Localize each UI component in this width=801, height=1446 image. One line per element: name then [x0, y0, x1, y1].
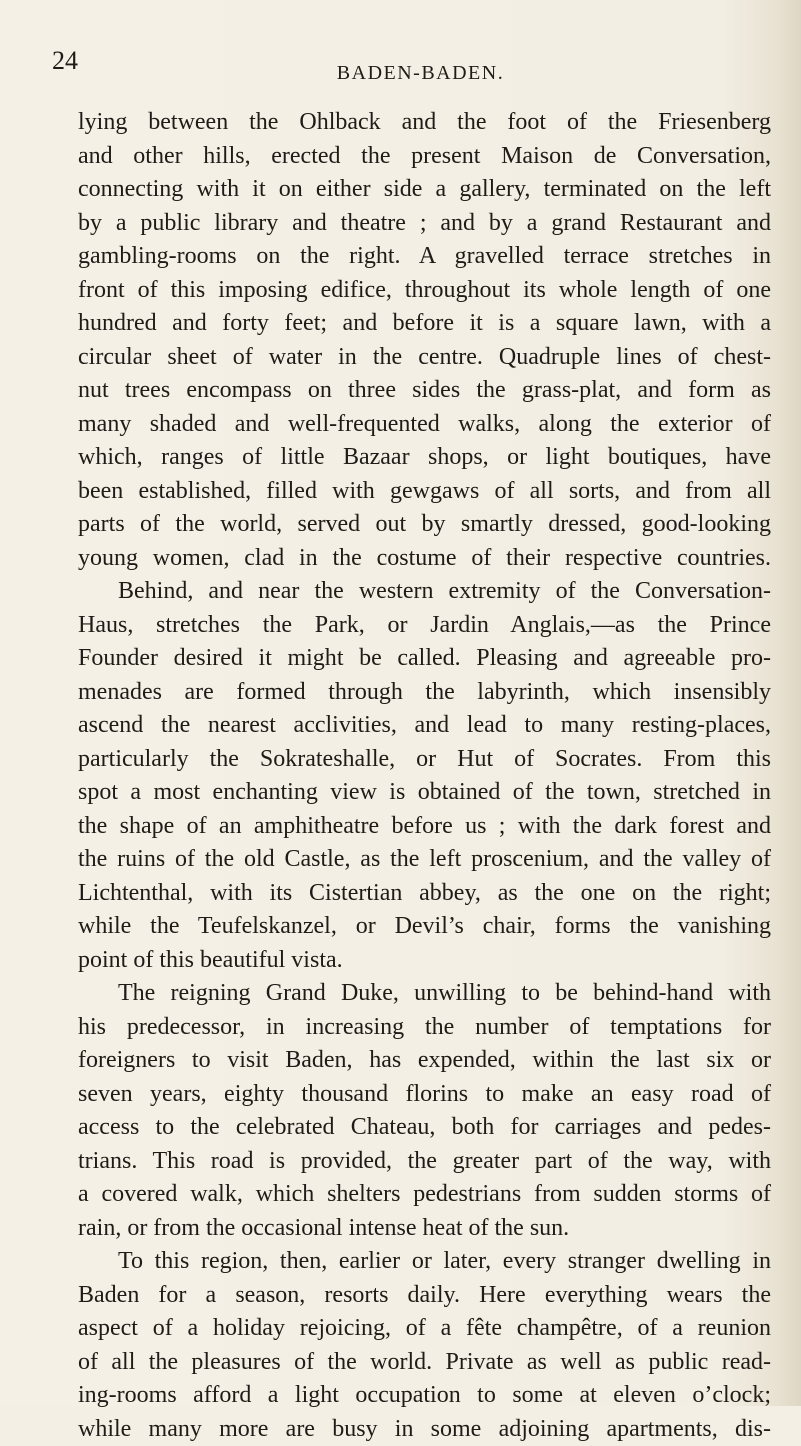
text-line: seven years, eighty thousand florins to make an easy road of: [78, 1078, 771, 1112]
text-line: rain, or from the occasional intense heat of the sun.: [78, 1212, 771, 1246]
text-line: foreigners to visit Baden, has expended, within the last six or: [78, 1044, 771, 1078]
text-line: while the Teufelskanzel, or Devil’s chair, forms the vanishing: [78, 910, 771, 944]
text-line: trians. This road is provided, the greater part of the way, with: [78, 1145, 771, 1179]
text-line: lying between the Ohlback and the foot of the Friesenberg: [78, 106, 771, 140]
text-line: ing-rooms afford a light occupation to some at eleven o’clock;: [78, 1379, 771, 1413]
text-line: of all the pleasures of the world. Private as well as public read-: [78, 1346, 771, 1380]
text-line: point of this beautiful vista.: [78, 944, 771, 978]
text-line: particularly the Sokrateshalle, or Hut of Socrates. From this: [78, 743, 771, 777]
text-line: front of this imposing edifice, throughout its whole length of one: [78, 274, 771, 308]
text-line: menades are formed through the labyrinth, which insensibly: [78, 676, 771, 710]
text-line: parts of the world, served out by smartly dressed, good-looking: [78, 508, 771, 542]
text-line: and other hills, erected the present Maison de Conversation,: [78, 140, 771, 174]
text-line: his predecessor, in increasing the number of temptations for: [78, 1011, 771, 1045]
text-line: ascend the nearest acclivities, and lead to many resting-places,: [78, 709, 771, 743]
text-line: the ruins of the old Castle, as the left proscenium, and the valley of: [78, 843, 771, 877]
text-line: by a public library and theatre ; and by a grand Restaurant and: [78, 207, 771, 241]
text-line: access to the celebrated Chateau, both for carriages and pedes-: [78, 1111, 771, 1145]
text-line: The reigning Grand Duke, unwilling to be behind-hand with: [78, 977, 771, 1011]
text-line: gambling-rooms on the right. A gravelled terrace stretches in: [78, 240, 771, 274]
text-line: To this region, then, earlier or later, every stranger dwelling in: [78, 1245, 771, 1279]
text-line: been established, filled with gewgaws of all sorts, and from all: [78, 475, 771, 509]
text-line: connecting with it on either side a gallery, terminated on the left: [78, 173, 771, 207]
text-line: nut trees encompass on three sides the grass-plat, and form as: [78, 374, 771, 408]
text-line: Behind, and near the western extremity of the Conversation-: [78, 575, 771, 609]
text-line: aspect of a holiday rejoicing, of a fête champêtre, of a reunion: [78, 1312, 771, 1346]
text-line: Haus, stretches the Park, or Jardin Anglais,—as the Prince: [78, 609, 771, 643]
text-line: spot a most enchanting view is obtained of the town, stretched in: [78, 776, 771, 810]
text-line: a covered walk, which shelters pedestrians from sudden storms of: [78, 1178, 771, 1212]
text-line: circular sheet of water in the centre. Quadruple lines of chest-: [78, 341, 771, 375]
text-line: Baden for a season, resorts daily. Here everything wears the: [78, 1279, 771, 1313]
text-line: which, ranges of little Bazaar shops, or light boutiques, have: [78, 441, 771, 475]
body-text: [78, 106, 771, 1446]
page-number: 24: [52, 46, 78, 76]
text-line: young women, clad in the costume of their respective countries.: [78, 542, 771, 576]
running-title: BADEN-BADEN.: [0, 62, 801, 85]
text-line: Lichtenthal, with its Cistertian abbey, as the one on the right;: [78, 877, 771, 911]
text-line: many shaded and well-frequented walks, along the exterior of: [78, 408, 771, 442]
text-line: the shape of an amphitheatre before us ; with the dark forest and: [78, 810, 771, 844]
text-line: hundred and forty feet; and before it is a square lawn, with a: [78, 307, 771, 341]
text-line: Founder desired it might be called. Pleasing and agreeable pro-: [78, 642, 771, 676]
text-line: while many more are busy in some adjoining apartments, dis-: [78, 1413, 771, 1446]
